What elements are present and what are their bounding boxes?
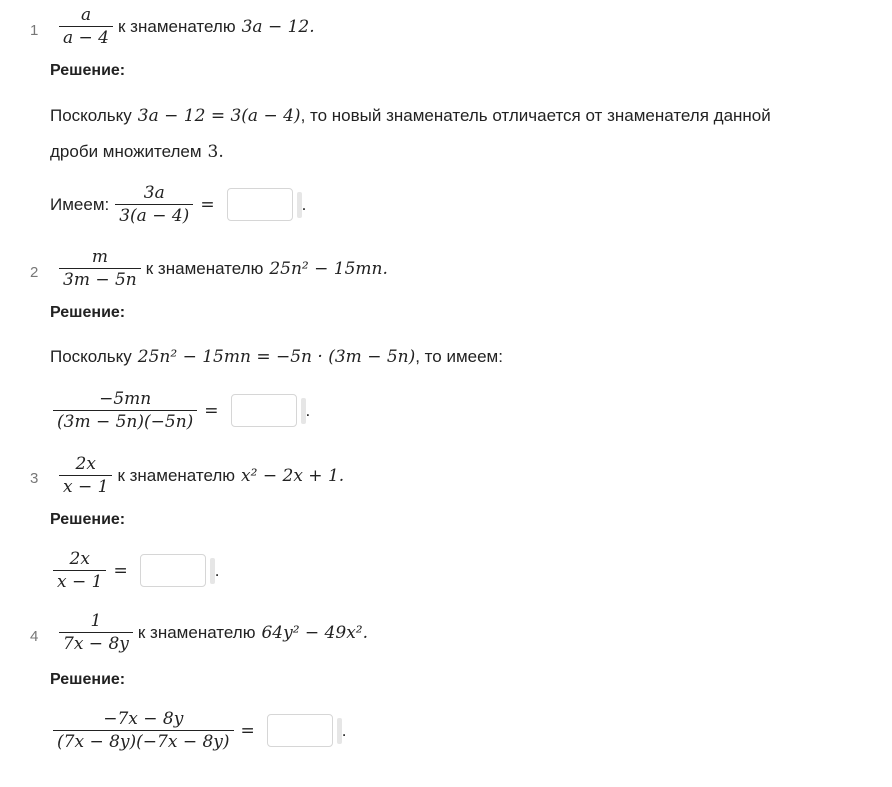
task-fraction: $\frac{a}{a - 4}$: [59, 4, 113, 49]
answer-fraction: $\frac{3a}{3(a - 4)}$: [115, 182, 193, 227]
task-fraction: $\frac{1}{7x - 8y}$: [59, 610, 133, 655]
task-statement: $\frac{m}{3m - 5n}$ к знаменателю 25n² − 15mn.: [56, 246, 388, 291]
answer-input[interactable]: [140, 554, 206, 587]
target-denominator: 25n² − 15mn.: [269, 258, 388, 279]
task-number: 4: [30, 628, 39, 645]
explanation-line: Поскольку 25n² − 15mn = −5n · (3m − 5n) , то имеем:: [50, 347, 503, 367]
answer-input[interactable]: [231, 394, 297, 427]
task-fraction: $\frac{m}{3m - 5n}$: [59, 246, 141, 291]
solution-heading: Решение:: [50, 671, 126, 688]
answer-fraction: $\frac{-7x - 8y}{(7x - 8y)(-7x - 8y)}$: [53, 708, 234, 753]
target-denominator: 3a − 12.: [241, 16, 315, 37]
task-number: 3: [30, 470, 39, 487]
answer-line: $\frac{-7x - 8y}{(7x - 8y)(-7x - 8y)}$ = .: [50, 708, 347, 753]
answer-line: $\frac{-5mn}{(3m - 5n)(-5n)}$ = .: [50, 388, 310, 433]
task-number: 2: [30, 264, 39, 281]
answer-line: Имеем: $\frac{3a}{3(a - 4)}$ = .: [50, 183, 307, 226]
answer-fraction: $\frac{-5mn}{(3m - 5n)(-5n)}$: [53, 388, 197, 433]
answer-fraction: $\frac{2x}{x - 1}$: [53, 548, 106, 593]
target-denominator: 64y² − 49x².: [261, 622, 368, 643]
task-statement: $\frac{1}{7x - 8y}$ к знаменателю 64y² − 49x².: [56, 610, 368, 655]
solution-heading: Решение:: [50, 304, 126, 321]
target-denominator: x² − 2x + 1.: [241, 465, 345, 486]
solution-heading: Решение:: [50, 62, 126, 79]
explanation-line: Поскольку 3a − 12 = 3(a − 4) , то новый знаменатель отличается от знаменателя данной: [50, 106, 771, 126]
explanation-line-2: дроби множителем 3.: [50, 142, 224, 162]
answer-input[interactable]: [267, 714, 333, 747]
answer-line: $\frac{2x}{x - 1}$ = .: [50, 548, 219, 593]
task-statement: $\frac{2x}{x - 1}$ к знаменателю x² − 2x + 1.: [56, 453, 344, 498]
answer-input[interactable]: [227, 188, 293, 221]
task-statement: $\frac{a}{a - 4}$ к знаменателю 3a − 12.: [56, 4, 315, 49]
solution-heading: Решение:: [50, 511, 126, 528]
task-number: 1: [30, 22, 39, 39]
task-fraction: $\frac{2x}{x - 1}$: [59, 453, 112, 498]
